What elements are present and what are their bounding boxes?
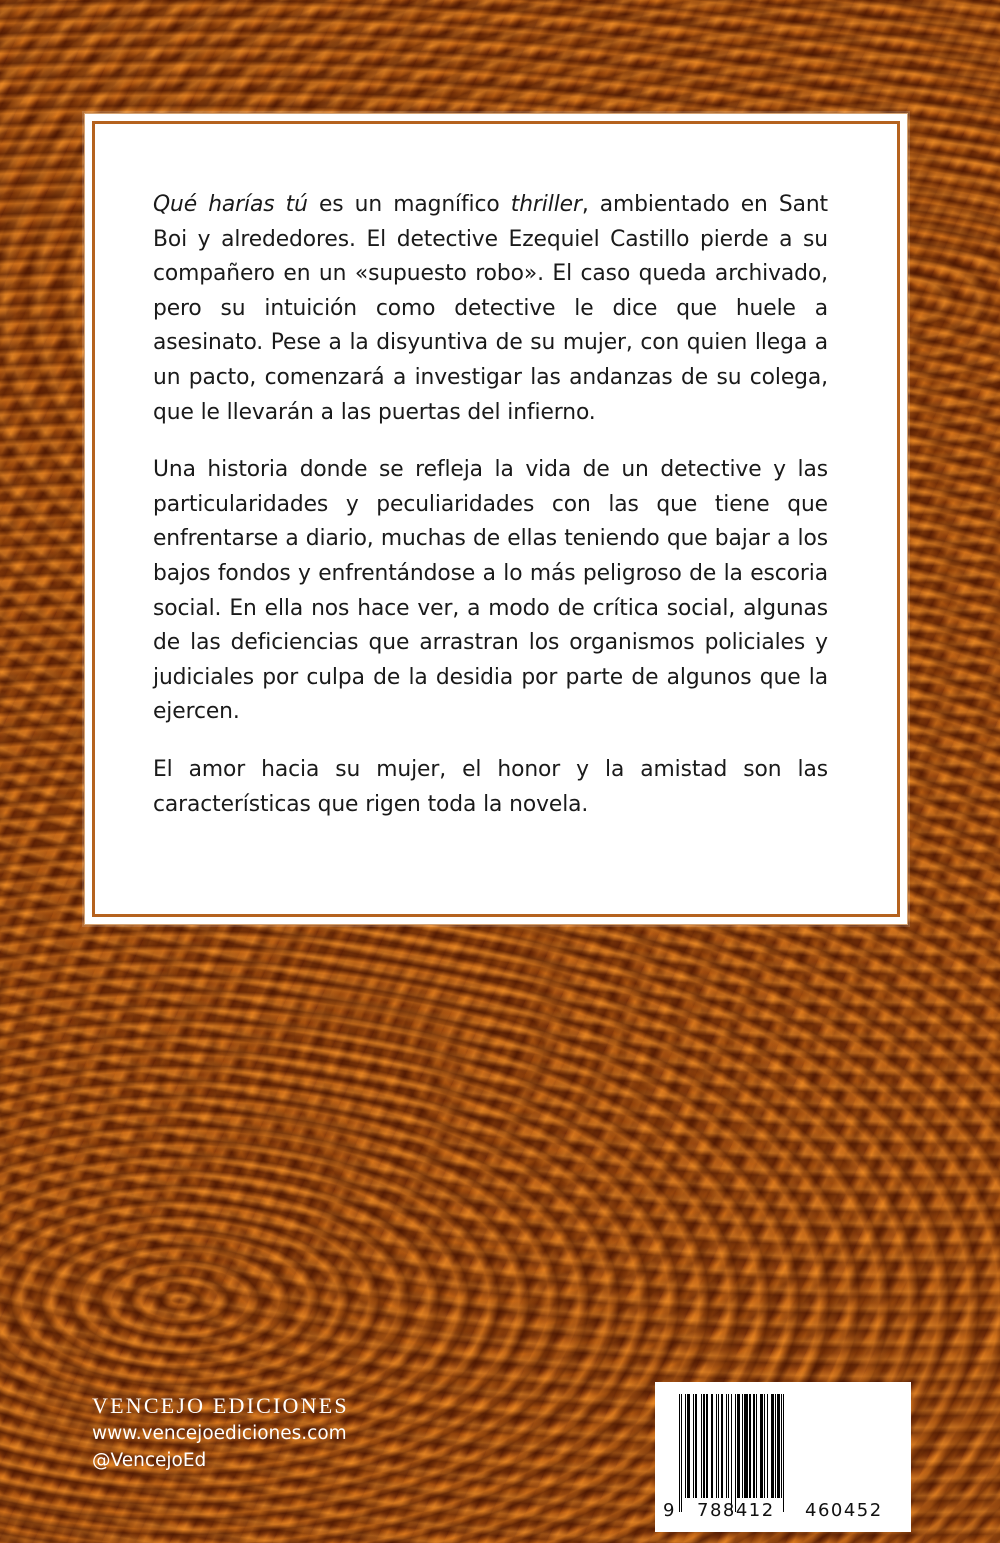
- blurb-paragraph-3: El amor hacia su mujer, el honor y la amistad son las características que rigen toda la novela.: [153, 756, 828, 817]
- isbn-barcode: [655, 1382, 911, 1532]
- blurb-p1-text-a: es un magnífico: [307, 192, 511, 217]
- blurb-paragraph-2: Una historia donde se refleja la vida de un detective y las particularidades y peculiaridades con las que tiene que enfrentarse a diario, muchas de ellas teniendo que bajar a los bajos fondos y enfrentándose a lo más peligroso de la escoria social. En ella nos hace ver, a modo de crítica social, algunas de las deficiencias que arrastran los organismos policiales y judiciales por culpa de la desidia por parte de algunos que la ejercen.: [153, 457, 828, 725]
- publisher-block: [92, 1392, 349, 1474]
- publisher-name: VENCEJO EDICIONES: [92, 1393, 349, 1418]
- blurb-paragraph-1: [153, 188, 828, 430]
- publisher-handle: @VencejoEd: [92, 1450, 207, 1471]
- barcode-first-digit: 9: [663, 1500, 676, 1521]
- barcode-right-group: 460452: [805, 1500, 883, 1521]
- blurb-p1-text-b: , ambientado en Sant Boi y alrededores. El detective Ezequiel Castillo pierde a su compañero en un «supuesto robo». El caso queda archivado, pero su intuición como detective le dice que huele a asesinato. Pese a la disyuntiva de su mujer, con quien llega a un pacto, comenzará a investigar las andanzas de su colega, que le llevarán a las puertas del infierno.: [153, 192, 828, 425]
- blurb-panel: [84, 113, 908, 925]
- publisher-website: www.vencejoediciones.com: [92, 1423, 347, 1444]
- barcode-bars: [679, 1394, 889, 1498]
- barcode-bar: [783, 1394, 784, 1512]
- book-title: Qué harías tú: [153, 192, 308, 217]
- blurb-text: [153, 188, 828, 845]
- genre-word: thriller: [510, 192, 582, 217]
- barcode-left-group: 788412: [697, 1500, 775, 1521]
